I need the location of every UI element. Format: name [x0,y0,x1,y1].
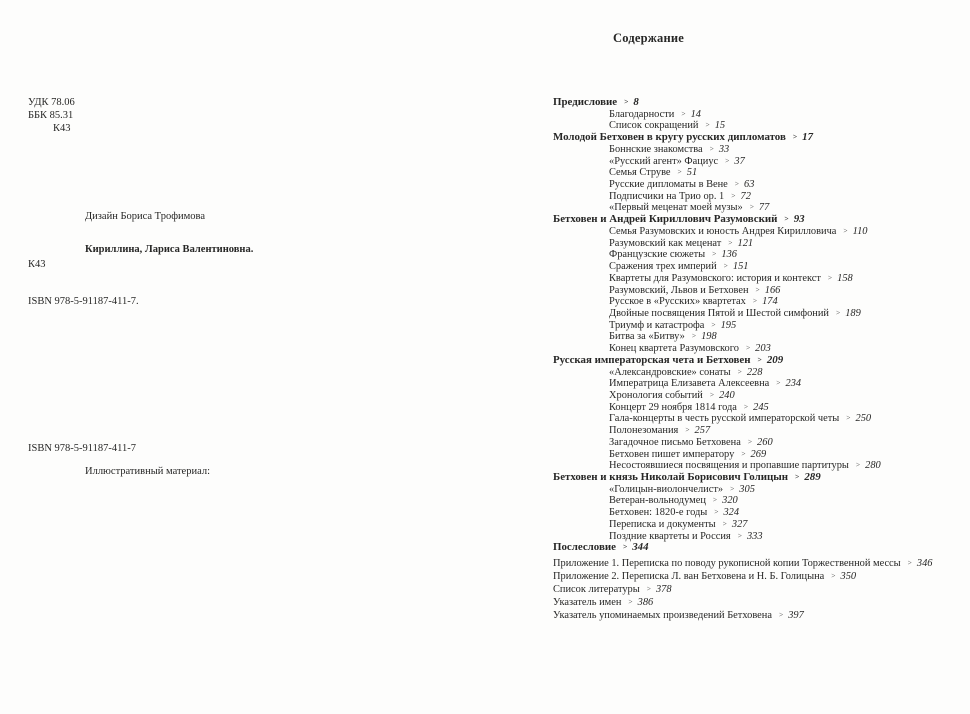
appendix-entry-label: Приложение 2. Переписка Л. ван Бетховена и Н. Б. Голицына [553,570,825,582]
toc-arrow-glyph: > [730,483,735,493]
toc-entry-page: 269 [750,448,767,460]
toc-entry-page: 203 [755,343,771,355]
toc-arrow-glyph: > [855,460,861,470]
toc-entry-label: Гала-концерты в честь русской императорской четы [609,413,840,425]
toc-entry [553,308,881,320]
catalog-code: К43 [53,123,71,134]
toc-entry [553,390,881,402]
toc-entry-label: Семья Разумовских и юность Андрея Кирилловича [609,225,837,237]
toc-entry-page: 14 [690,108,701,120]
contents-title: Содержание [613,31,685,45]
catalog-entry-code: К43 [28,259,46,270]
toc-entry [553,402,881,414]
toc-entry-page: 327 [731,518,748,530]
toc-entry-label: Битва за «Битву» [609,331,685,343]
toc-arrow-glyph: > [722,518,727,528]
toc-entry-label: Квартеты для Разумовского: история и контекст [609,272,821,284]
toc-entry-page: 93 [793,213,805,226]
toc-entry-label: «Первый меценат моей музы» [609,202,743,214]
toc-entry [553,413,881,425]
toc-arrow-glyph: > [757,354,762,364]
toc-entry [553,331,881,343]
appendix-entry [553,558,932,571]
toc-entry [553,542,881,554]
toc-entry-page: 257 [694,425,711,437]
toc-arrow-glyph: > [685,425,690,435]
toc-arrow-glyph: > [677,167,682,177]
toc-arrow-glyph: > [723,261,728,271]
toc-arrow-glyph: > [711,319,716,329]
toc-entry-page: 63 [744,179,755,191]
toc-entry [553,285,881,297]
toc-entry-page: 121 [737,237,754,249]
toc-entry-page: 136 [721,249,737,261]
toc-entry-page: 234 [785,378,802,390]
toc-entry-label: Семья Струве [609,167,671,179]
toc-entry-label: Бетховен: 1820-е годы [609,507,708,519]
toc-entry-label: Триумф и катастрофа [609,319,705,331]
appendix-entry-label: Список литературы [553,583,640,595]
appendix-entry-label: Указатель упоминаемых произведений Бетховена [553,609,772,621]
toc-entry-page: 17 [802,131,814,144]
toc-entry-label: Русская императорская чета и Бетховен [553,353,751,366]
toc-arrow-glyph: > [749,202,754,212]
toc-entry-label: Императрица Елизавета Алексеевна [609,378,770,390]
toc-entry-label: Поздние квартеты и Россия [609,530,731,542]
toc-entry-label: Предисловие [553,96,618,108]
toc-entry-page: 305 [739,483,755,495]
toc-entry-label: Подписчики на Трио ор. 1 [609,190,725,202]
toc-entry [553,495,881,507]
toc-entry [553,355,881,367]
toc-entry-label: Конец квартета Разумовского [609,343,739,355]
toc-entry-label: Благодарности [609,108,675,120]
toc-arrow-glyph: > [691,331,697,341]
toc-entry-label: «Русский агент» Фациус [609,155,719,167]
toc-entry [553,484,881,496]
toc-entry-label: Загадочное письмо Бетховена [609,436,741,448]
toc-entry-page: 72 [740,190,751,202]
toc-entry [553,191,881,203]
appendix-entry-page: 350 [840,570,857,582]
toc-entry-page: 245 [753,401,769,413]
toc-entry-page: 240 [719,389,735,401]
toc-entry-label: Бетховен и князь Николай Борисович Голицын [553,471,789,483]
toc-arrow-glyph: > [741,448,746,458]
toc-entry-page: 195 [720,319,737,331]
toc-entry-label: Двойные посвящения Пятой и Шестой симфоний [609,307,829,319]
toc-arrow-glyph: > [846,413,851,423]
appendix-entry [553,610,932,623]
toc-arrow-glyph: > [705,120,710,130]
toc-entry-label: Боннские знакомства [609,143,703,155]
toc-arrow-glyph: > [646,583,651,593]
toc-entry [553,320,881,332]
toc-entry-label: Сражения трех империй [609,261,717,273]
toc-entry [553,167,881,179]
toc-entry [553,144,881,156]
toc-entry [553,437,881,449]
toc-entry [553,214,881,226]
toc-entry-page: 260 [757,436,773,448]
toc-entry-label: Несостоявшиеся посвящения и пропавшие партитуры [609,460,849,472]
toc-entry [553,238,881,250]
toc-arrow-glyph: > [712,249,717,259]
toc-entry [553,109,881,121]
toc-entry-page: 166 [764,284,781,296]
toc-arrow-glyph: > [784,214,789,224]
toc-entry [553,156,881,168]
toc-entry-page: 110 [852,225,868,237]
toc-entry-label: Русские дипломаты в Вене [609,179,728,191]
toc-arrow-glyph: > [628,596,633,606]
toc-entry-label: Полонезомания [609,425,679,437]
toc-entry [553,249,881,261]
toc-entry-label: Переписка и документы [609,518,716,530]
toc-entry-page: 77 [758,202,770,214]
toc-entry-page: 8 [633,96,639,108]
appendix-list [553,558,932,622]
isbn-line-2: ISBN 978-5-91187-411-7 [28,443,137,454]
toc-entry [553,367,881,379]
toc-entry-page: 189 [845,307,861,319]
toc-arrow-glyph: > [709,143,714,153]
appendix-entry-page: 386 [637,596,654,608]
udk-code: УДК 78.06 [28,97,75,108]
toc-arrow-glyph: > [714,507,719,517]
toc-entry-page: 289 [804,471,821,483]
toc-entry-label: Бетховен и Андрей Кириллович Разумовский [553,213,778,226]
toc-entry-page: 151 [732,261,749,273]
toc-entry [553,449,881,461]
toc-entry-label: Разумовский как меценат [609,237,722,249]
toc-entry [553,97,881,109]
toc-arrow-glyph: > [745,343,751,353]
appendix-entry-page: 346 [916,558,933,569]
toc-arrow-glyph: > [624,97,629,106]
toc-entry-label: Ветеран-вольнодумец [609,495,706,507]
toc-entry-label: Концерт 29 ноября 1814 года [609,401,737,413]
toc-arrow-glyph: > [907,558,912,567]
toc-entry-page: 198 [701,331,717,343]
toc-entry-page: 344 [632,541,649,554]
toc-arrow-glyph: > [743,401,749,411]
toc-entry [553,425,881,437]
toc-entry [553,132,881,144]
toc-entry-page: 320 [722,495,738,507]
toc-entry-page: 333 [746,530,763,542]
appendix-entry [553,584,932,597]
toc-entry-label: Французские сюжеты [609,249,706,261]
appendix-entry [553,597,932,610]
author-name: Кириллина, Лариса Валентиновна. [85,244,254,255]
toc-entry [553,519,881,531]
toc-entry-page: 51 [686,167,698,179]
appendix-entry-label: Приложение 1. Переписка по поводу рукописной копии Торжественной мессы [553,558,901,569]
toc-arrow-glyph: > [831,570,836,580]
toc-arrow-glyph: > [725,155,730,165]
toc-entry-label: Молодой Бетховен в кругу русских дипломатов [553,131,786,144]
toc-entry-label: Разумовский, Львов и Бетховен [609,284,749,296]
toc-entry-label: Хронология событий [609,389,703,401]
toc-arrow-glyph: > [709,389,715,399]
toc-entry [553,226,881,238]
design-credit: Дизайн Бориса Трофимова [85,211,205,222]
toc-arrow-glyph: > [737,530,742,540]
appendix-entry [553,571,932,584]
table-of-contents [553,97,881,554]
toc-arrow-glyph: > [836,307,841,317]
toc-entry-page: 37 [734,155,745,167]
toc-entry-page: 209 [766,353,784,366]
toc-entry [553,261,881,273]
toc-entry-label: Бетховен пишет императору [609,448,735,460]
toc-arrow-glyph: > [728,237,733,247]
toc-entry-label: «Александровские» сонаты [609,366,731,378]
toc-entry [553,472,881,484]
toc-entry-page: 33 [718,143,730,155]
toc-entry [553,179,881,191]
toc-entry-page: 228 [746,366,763,378]
toc-entry-page: 324 [723,507,740,519]
toc-arrow-glyph: > [737,366,742,376]
toc-entry-page: 280 [865,460,881,472]
toc-entry [553,296,881,308]
toc-entry-page: 158 [837,272,853,284]
toc-arrow-glyph: > [778,609,784,619]
appendix-entry-page: 378 [655,583,672,595]
toc-arrow-glyph: > [795,472,800,481]
toc-arrow-glyph: > [776,378,781,388]
toc-arrow-glyph: > [731,190,736,200]
toc-arrow-glyph: > [843,225,848,235]
toc-arrow-glyph: > [747,436,753,446]
toc-entry [553,273,881,285]
bbk-code: ББК 85.31 [28,110,74,121]
toc-entry-page: 174 [762,296,778,308]
toc-entry-label: Послесловие [553,541,616,554]
toc-entry [553,507,881,519]
toc-entry-label: Список сокращений [609,120,699,132]
toc-entry-page: 15 [714,120,726,132]
illustrations-heading: Иллюстративный материал: [85,466,210,477]
toc-arrow-glyph: > [792,132,798,142]
toc-arrow-glyph: > [734,179,740,189]
toc-arrow-glyph: > [752,296,758,306]
appendix-entry-label: Указатель имен [553,596,622,608]
toc-arrow-glyph: > [681,108,686,118]
toc-arrow-glyph: > [712,495,718,505]
toc-entry-label: «Голицын-виолончелист» [609,483,724,495]
toc-entry-page: 250 [855,413,872,425]
isbn-line: ISBN 978-5-91187-411-7. [28,296,139,307]
toc-arrow-glyph: > [755,284,760,294]
classification-codes [28,96,75,135]
toc-entry-label: Русское в «Русских» квартетах [609,296,746,308]
toc-entry [553,378,881,390]
toc-arrow-glyph: > [622,542,628,552]
appendix-entry-page: 397 [788,609,804,621]
toc-arrow-glyph: > [827,272,833,282]
